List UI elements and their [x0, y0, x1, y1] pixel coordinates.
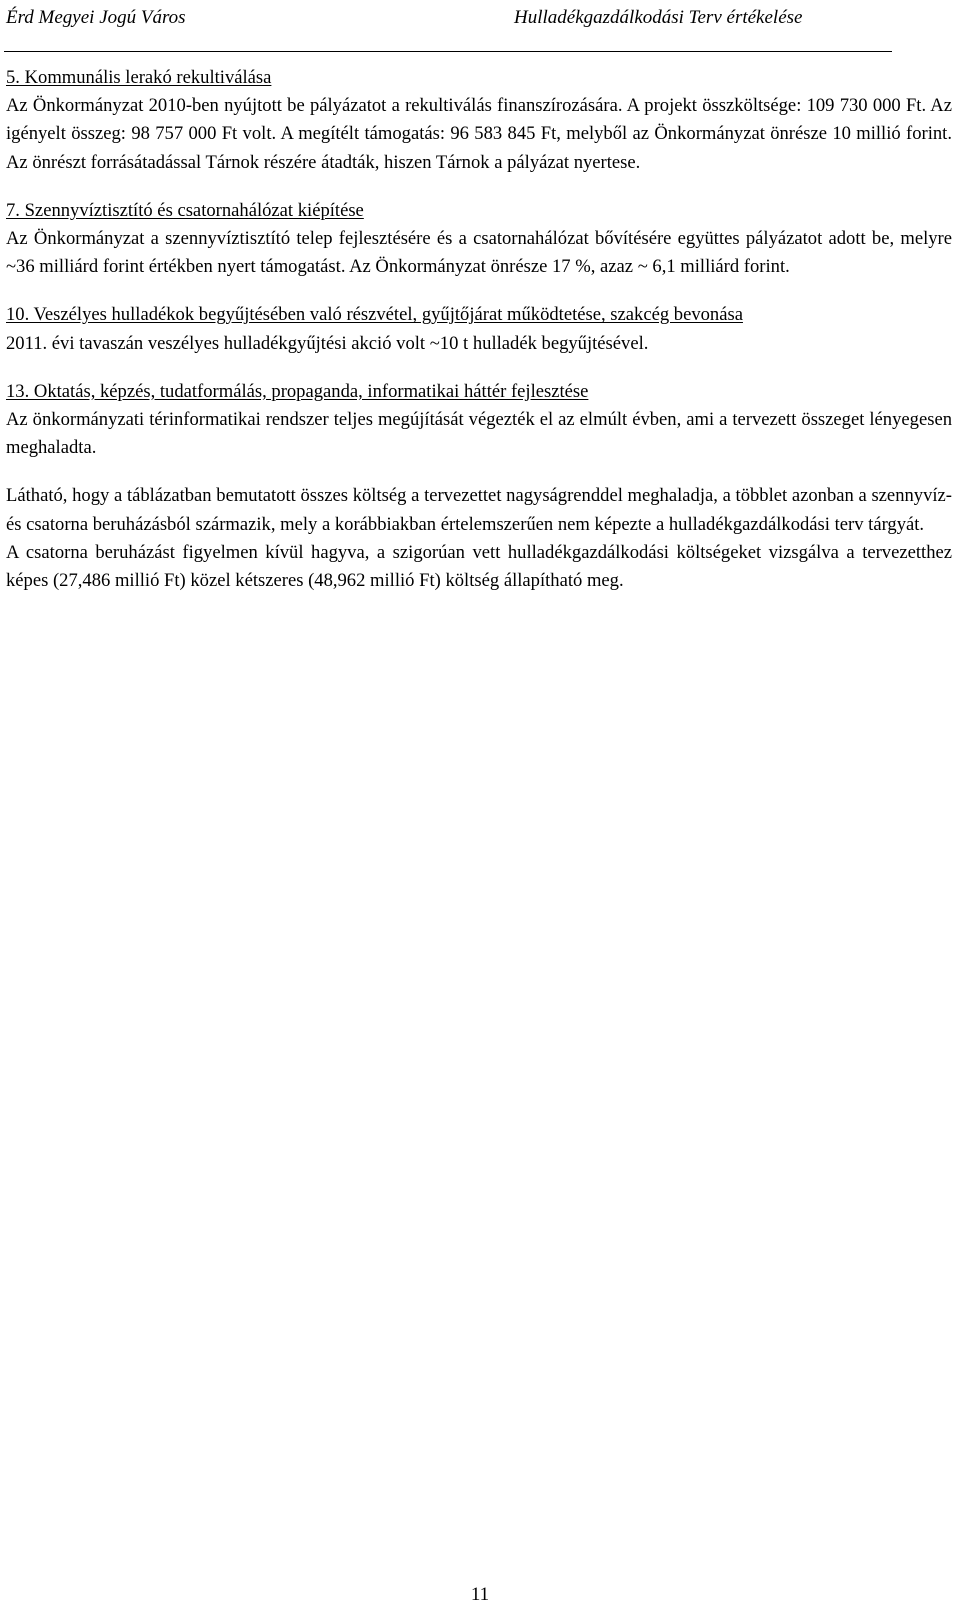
section-paragraph: Az Önkormányzat 2010-ben nyújtott be pályázatot a rekultiválás finanszírozására. A projekt összköltsége: 109 730 000 Ft. Az igényelt összeg: 98 757 000 Ft volt. A megítélt támogatás: 96 583 845 Ft, melyből az Önkormányzat önrésze 10 millió forint. Az önrészt forrásátadással Tárnok részére átadták, hiszen Tárnok a pályázat nyertese.: [6, 95, 952, 173]
header-divider: [4, 51, 892, 52]
section-5: [6, 64, 952, 177]
section-paragraph: Az Önkormányzat a szennyvíztisztító telep fejlesztésére és a csatornahálózat bővítésére együttes pályázatot adott be, melyre ~36 milliárd forint értékben nyert támogatást. Az Önkormányzat önrésze 17 %, azaz ~ 6,1 milliárd forint.: [6, 228, 952, 278]
document-body: [6, 64, 952, 595]
conclusion-paragraph: A csatorna beruházást figyelmen kívül hagyva, a szigorúan vett hulladékgazdálkodási költségeket vizsgálva a tervezetthez képes (27,486 millió Ft) közel kétszeres (48,962 millió Ft) költség állapítható meg.: [6, 541, 952, 592]
header-right-title: Hulladékgazdálkodási Terv értékelése: [514, 7, 803, 28]
page-number: 11: [470, 1584, 490, 1605]
section-7: [6, 197, 952, 282]
spacer: [6, 281, 952, 301]
section-title: 13. Oktatás, képzés, tudatformálás, propaganda, informatikai háttér fejlesztése: [6, 380, 589, 402]
conclusion-paragraph: Látható, hogy a táblázatban bemutatott összes költség a tervezettet nagyságrenddel meghaladja, a többlet azonban a szennyvíz- és csatorna beruházásból származik, mely a korábbiakban értelemszerűen nem képezte a hulladékgazdálkodási terv tárgyát.: [6, 485, 952, 535]
section-title: 10. Veszélyes hulladékok begyűjtésében való részvétel, gyűjtőjárat működtetése, szakcég bevonása: [6, 304, 743, 326]
section-paragraph: 2011. évi tavaszán veszélyes hulladékgyűjtési akció volt ~10 t hulladék begyűjtésével.: [6, 332, 649, 354]
conclusion: [6, 482, 952, 595]
spacer: [6, 462, 952, 482]
section-title: 5. Kommunális lerakó rekultiválása: [6, 67, 272, 88]
spacer: [6, 358, 952, 378]
section-paragraph: Az önkormányzati térinformatikai rendszer teljes megújítását végezték el az elmúlt évben, ami a tervezett összeget lényegesen meghaladta.: [6, 409, 952, 459]
section-13: [6, 378, 952, 463]
section-10: [6, 301, 952, 357]
spacer: [6, 177, 952, 197]
section-title: 7. Szennyvíztisztító és csatornahálózat kiépítése: [6, 199, 364, 221]
header-left-title: Érd Megyei Jogú Város: [6, 7, 186, 28]
